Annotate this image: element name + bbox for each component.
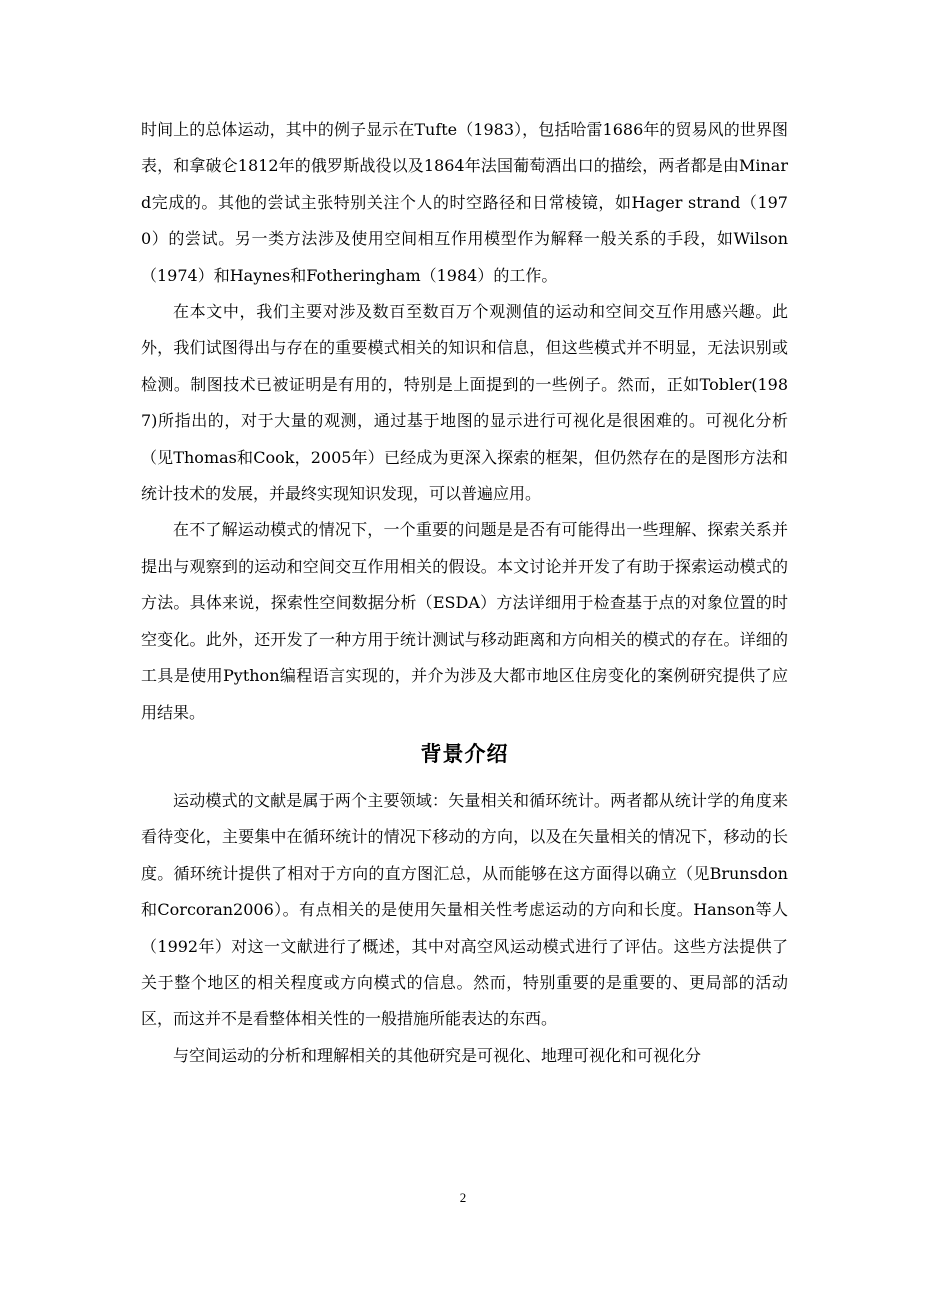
paragraph: 与空间运动的分析和理解相关的其他研究是可视化、地理可视化和可视化分 [173,1045,702,1065]
page-number: 2 [459,1190,467,1205]
paragraph: 在不了解运动模式的情况下，一个重要的问题是是否有可能得出一些理解、探索关系并提出与观察到的运动和空间交互作用相关的假设。本文讨论并开发了有助于探索运动模式的方法。具体来说，探索性空间数据分析（ESDA）方法详细用于检查基于点的对象位置的时空变化。此外，还开发了一种方用于统计测试与移动距离和方向相关的模式的存在。详细的工具是使用Python编程语言实现的，并介为涉及大都市地区住房变化的案例研究提供了应用结果。 [141,520,788,722]
section-heading: 背景介绍 [420,741,509,766]
paragraph: 在本文中，我们主要对涉及数百至数百万个观测值的运动和空间交互作用感兴趣。此外，我们试图得出与存在的重要模式相关的知识和信息，但这些模式并不明显，无法识别或检测。制图技术已被证明是有用的，特别是上面提到的一些例子。然而，正如Tobler(1987)所指出的，对于大量的观测，通过基于地图的显示进行可视化是很困难的。可视化分析（见Thomas和Cook，2005年）已经成为更深入探索的框架，但仍然存在的是图形方法和统计技术的发展，并最终实现知识发现，可以普遍应用。 [141,302,788,504]
paragraph: 运动模式的文献是属于两个主要领域：矢量相关和循环统计。两者都从统计学的角度来看待变化，主要集中在循环统计的情况下移动的方向，以及在矢量相关的情况下，移动的长度。循环统计提供了相对于方向的直方图汇总，从而能够在这方面得以确立（见Brunsdon和Corcoran2006）。有点相关的是使用矢量相关性考虑运动的方向和长度。Hanson等人（1992年）对这一文献进行了概述，其中对高空风运动模式进行了评估。这些方法提供了关于整个地区的相关程度或方向模式的信息。然而，特别重要的是重要的、更局部的活动区，而这并不是看整体相关性的一般措施所能表达的东西。 [141,790,788,1029]
paragraph-continued: 时间上的总体运动，其中的例子显示在Tufte（1983），包括哈雷1686年的贸易风的世界图表，和拿破仑1812年的俄罗斯战役以及1864年法国葡萄酒出口的描绘，两者都是由Minard完成的。其他的尝试主张特别关注个人的时空路径和日常棱镜，如Hager strand（1970）的尝试。另一类方法涉及使用空间相互作用模型作为解释一般关系的手段，如Wilson（1974）和Haynes和Fotheringham（1984）的工作。 [141,120,788,285]
body-text [141,112,788,1074]
